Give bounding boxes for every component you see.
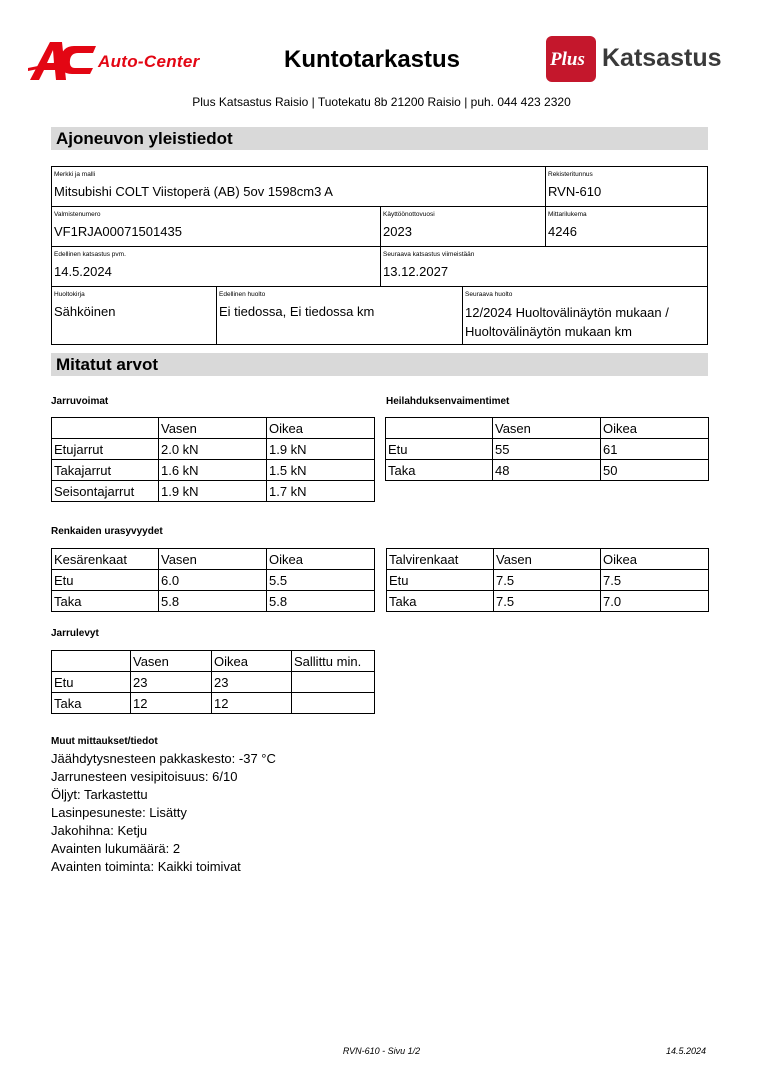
table-cell: Vasen — [494, 549, 601, 570]
table-cell: Oikea — [267, 549, 375, 570]
other-title: Muut mittaukset/tiedot — [51, 736, 158, 747]
table-cell: 7.5 — [601, 570, 709, 591]
brakes-table — [51, 417, 375, 502]
table-cell: 12 — [212, 693, 292, 714]
list-item: Jäähdytysnesteen pakkaskesto: -37 °C — [51, 751, 276, 766]
intro-label: Käyttöönottovuosi — [383, 211, 435, 218]
info-row-inspection — [51, 246, 708, 287]
table-cell: 5.8 — [267, 591, 375, 612]
table-cell: 23 — [212, 672, 292, 693]
table-header-row — [387, 549, 709, 570]
next-inspection-cell — [380, 247, 707, 286]
brakes-title: Jarruvoimat — [51, 396, 109, 407]
reg-value: RVN-610 — [548, 184, 602, 199]
auto-center-logo-text: Auto-Center — [98, 52, 200, 71]
servicebook-cell — [52, 287, 216, 344]
table-cell: 7.5 — [494, 591, 601, 612]
discs-title: Jarrulevyt — [51, 628, 99, 639]
summer-tires-table — [51, 548, 375, 612]
info-row-service — [51, 286, 708, 345]
table-row — [52, 439, 375, 460]
table-cell: 12 — [131, 693, 212, 714]
table-cell: Taka — [52, 693, 131, 714]
intro-value: 2023 — [383, 224, 412, 239]
prev-service-label: Edellinen huolto — [219, 291, 266, 298]
plus-badge-text: Plus — [550, 49, 585, 70]
table-cell: 1.9 kN — [267, 439, 375, 460]
table-cell: Vasen — [159, 549, 267, 570]
table-cell: Vasen — [493, 418, 601, 439]
vin-label: Valmistenumero — [54, 211, 101, 218]
footer-page-info: RVN-610 - Sivu 1/2 — [342, 1046, 421, 1056]
katsastus-logo-text: Katsastus — [602, 44, 722, 72]
table-cell: Talvirenkaat — [387, 549, 494, 570]
table-header-row — [52, 549, 375, 570]
table-cell: Taka — [387, 591, 494, 612]
table-cell: 23 — [131, 672, 212, 693]
next-service-value — [465, 303, 669, 341]
table-row — [52, 481, 375, 502]
table-cell: 5.5 — [267, 570, 375, 591]
table-row — [52, 591, 375, 612]
table-cell — [52, 651, 131, 672]
table-cell: 1.5 kN — [267, 460, 375, 481]
list-item: Jakohihna: Ketju — [51, 823, 148, 838]
last-inspection-cell — [52, 247, 380, 286]
table-cell: Etu — [386, 439, 493, 460]
table-row — [387, 591, 709, 612]
table-row — [52, 693, 375, 714]
plus-katsastus-logo — [546, 34, 736, 86]
table-row — [52, 570, 375, 591]
reg-label: Rekisteritunnus — [548, 171, 593, 178]
list-item: Öljyt: Tarkastettu — [51, 787, 148, 802]
table-cell: 7.0 — [601, 591, 709, 612]
page-title: Kuntotarkastus — [284, 46, 461, 73]
prev-service-cell — [216, 287, 462, 344]
section-general-title: Ajoneuvon yleistiedot — [51, 127, 708, 150]
table-cell: Oikea — [212, 651, 292, 672]
reg-cell — [545, 167, 707, 206]
table-header-row — [52, 651, 375, 672]
intro-cell — [380, 207, 545, 246]
table-cell: 50 — [601, 460, 709, 481]
discs-table — [51, 650, 375, 714]
servicebook-value: Sähköinen — [54, 304, 116, 319]
auto-center-logo-mark-icon — [28, 38, 98, 82]
table-cell: 2.0 kN — [159, 439, 267, 460]
next-inspection-label: Seuraava katsastus viimeistään — [383, 251, 475, 258]
info-row-make — [51, 166, 708, 207]
section-measured-title: Mitatut arvot — [51, 353, 708, 376]
table-cell: 1.9 kN — [159, 481, 267, 502]
list-item: Lasinpesuneste: Lisätty — [51, 805, 187, 820]
table-cell: Takajarrut — [52, 460, 159, 481]
vin-value: VF1RJA00071501435 — [54, 224, 182, 239]
table-cell: 6.0 — [159, 570, 267, 591]
list-item: Avainten lukumäärä: 2 — [51, 841, 181, 856]
table-cell: Etujarrut — [52, 439, 159, 460]
table-row — [387, 570, 709, 591]
table-cell: Sallittu min. — [292, 651, 375, 672]
prev-service-value: Ei tiedossa, Ei tiedossa km — [219, 304, 375, 319]
table-cell — [292, 672, 375, 693]
table-cell: 61 — [601, 439, 709, 460]
table-header-row — [52, 418, 375, 439]
next-service-cell — [462, 287, 707, 344]
last-inspection-value: 14.5.2024 — [54, 264, 112, 279]
address-line: Plus Katsastus Raisio | Tuotekatu 8b 21200 Raisio | puh. 044 423 2320 — [192, 95, 571, 109]
table-cell: Vasen — [159, 418, 267, 439]
vin-cell — [52, 207, 380, 246]
shocks-table — [385, 417, 709, 481]
list-item: Avainten toiminta: Kaikki toimivat — [51, 859, 241, 874]
info-row-vin — [51, 206, 708, 247]
odo-value: 4246 — [548, 224, 577, 239]
table-cell: Oikea — [267, 418, 375, 439]
table-cell — [292, 693, 375, 714]
next-inspection-value: 13.12.2027 — [383, 264, 449, 279]
table-cell: Oikea — [601, 418, 709, 439]
next-service-label: Seuraava huolto — [465, 291, 513, 298]
other-measurements-list — [51, 750, 276, 876]
next-service-line-2: Huoltovälinäytön mukaan km — [465, 324, 632, 339]
tires-title: Renkaiden urasyvyydet — [51, 526, 163, 537]
auto-center-logo — [28, 38, 218, 84]
table-cell: Vasen — [131, 651, 212, 672]
table-cell: Oikea — [601, 549, 709, 570]
table-cell: Kesärenkaat — [52, 549, 159, 570]
servicebook-label: Huoltokirja — [54, 291, 85, 298]
odo-cell — [545, 207, 707, 246]
plus-badge — [546, 36, 596, 82]
table-cell: 5.8 — [159, 591, 267, 612]
table-cell: 1.6 kN — [159, 460, 267, 481]
make-model-value: Mitsubishi COLT Viistoperä (AB) 5ov 1598cm3 A — [54, 184, 333, 199]
make-model-cell — [52, 167, 545, 206]
table-cell: 1.7 kN — [267, 481, 375, 502]
table-cell: Taka — [386, 460, 493, 481]
table-row — [52, 672, 375, 693]
table-header-row — [386, 418, 709, 439]
table-cell — [52, 418, 159, 439]
table-row — [386, 460, 709, 481]
odo-label: Mittarilukema — [548, 211, 587, 218]
table-cell: 55 — [493, 439, 601, 460]
table-cell: Taka — [52, 591, 159, 612]
table-cell: Seisontajarrut — [52, 481, 159, 502]
table-row — [52, 460, 375, 481]
table-cell: 48 — [493, 460, 601, 481]
table-cell: Etu — [52, 570, 159, 591]
last-inspection-label: Edellinen katsastus pvm. — [54, 251, 126, 258]
winter-tires-table — [386, 548, 709, 612]
table-cell: Etu — [52, 672, 131, 693]
shocks-title: Heilahduksenvaimentimet — [386, 396, 510, 407]
next-service-line-1: 12/2024 Huoltovälinäytön mukaan / — [465, 305, 669, 320]
table-row — [386, 439, 709, 460]
list-item: Jarrunesteen vesipitoisuus: 6/10 — [51, 769, 238, 784]
table-cell — [386, 418, 493, 439]
footer-date: 14.5.2024 — [666, 1046, 707, 1056]
table-cell: 7.5 — [494, 570, 601, 591]
make-model-label: Merkki ja malli — [54, 171, 96, 178]
table-cell: Etu — [387, 570, 494, 591]
